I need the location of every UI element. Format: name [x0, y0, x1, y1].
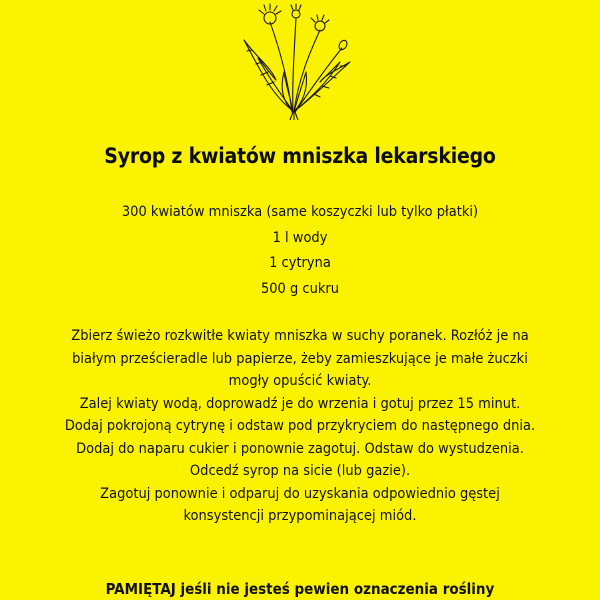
- ingredient-item: 1 cytryna: [269, 255, 331, 271]
- instruction-line: Zalej kwiaty wodą, doprowadź je do wrzenia i gotuj przez 15 minut.: [79, 395, 521, 412]
- instruction-line: Odcedź syrop na sicie (lub gazie).: [189, 463, 411, 479]
- instructions-text: [0, 325, 600, 528]
- instruction-line: mogły opuścić kwiaty.: [228, 373, 372, 389]
- instruction-line: Dodaj do naparu cukier i ponownie zagotuj. Odstaw do wystudzenia.: [76, 440, 524, 457]
- ingredient-item: 300 kwiatów mniszka (same koszyczki lub tylko płatki): [121, 204, 479, 220]
- instruction-line: Zbierz świeżo rozkwitłe kwiaty mniszka w suchy poranek. Rozłóż je na: [71, 328, 529, 344]
- instruction-line: Zagotuj ponownie i odparuj do uzyskania odpowiednio gęstej: [100, 485, 500, 502]
- dandelion-plant-icon: [222, 0, 372, 120]
- instruction-line: białym prześcieradle lub papierze, żeby zamieszkujące je małe żuczki: [72, 350, 528, 367]
- instruction-line: Dodaj pokrojoną cytrynę i odstaw pod przykryciem do następnego dnia.: [64, 418, 536, 434]
- ingredient-item: 1 l wody: [272, 229, 328, 246]
- ingredients-list: [0, 200, 600, 302]
- recipe-title: Syrop z kwiatów mniszka lekarskiego: [104, 144, 496, 168]
- instruction-line: konsystencji przypominającej miód.: [183, 508, 417, 524]
- ingredient-item: 500 g cukru: [260, 280, 340, 297]
- warning-text: PAMIĘTAJ jeśli nie jesteś pewien oznaczenia rośliny: [105, 580, 495, 598]
